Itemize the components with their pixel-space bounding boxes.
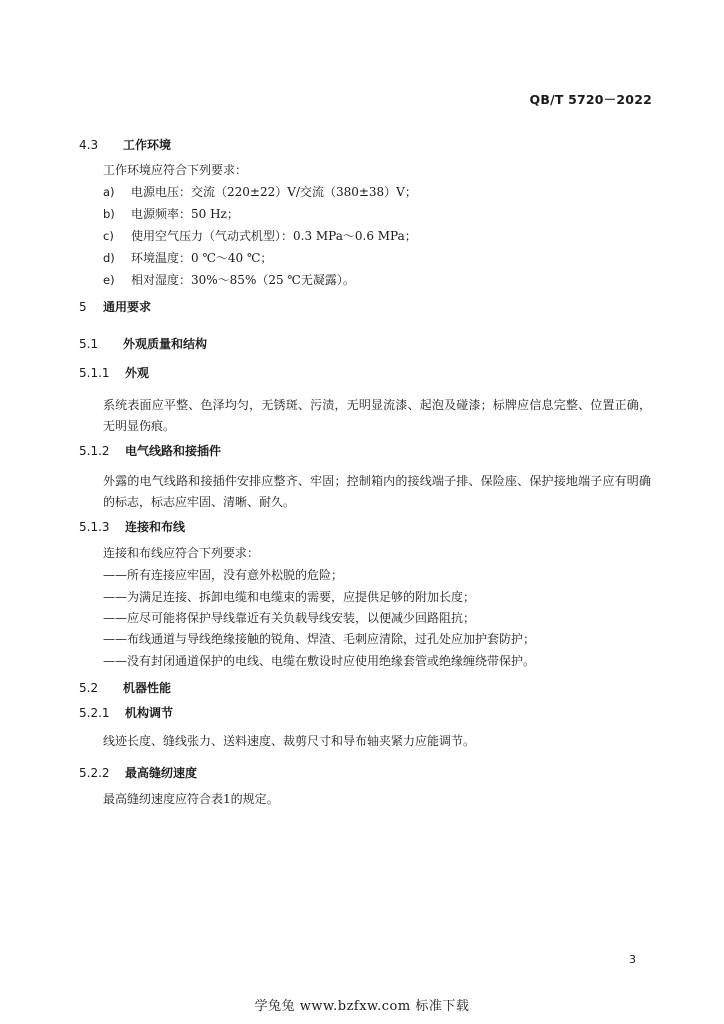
section-4-3-heading <box>79 136 171 153</box>
section-number: 5.1.3 <box>79 520 110 534</box>
section-5-2-1-text: 线迹长度、缝线张力、送料速度、裁剪尺寸和导布轴夹紧力应能调节。 <box>103 734 476 748</box>
section-title: 外观 <box>125 366 150 380</box>
section-number: 5 <box>79 300 87 314</box>
section-number: 5.2 <box>79 681 99 695</box>
footer-watermark: 学兔兔 www.bzfxw.com 标准下载 <box>254 999 470 1014</box>
section-number: 5.1.2 <box>79 444 110 458</box>
section-title: 外观质量和结构 <box>123 337 208 351</box>
section-5-1-1-text: 系统表面应平整、色泽均匀，无锈斑、污渍，无明显流漆、起泡及碰漆；标牌应信息完整、位置正确，无明显伤痕。 <box>103 398 651 433</box>
standard-code: QB/T 5720－2022 <box>529 92 652 107</box>
section-5-2-1-heading <box>79 704 173 721</box>
section-5-1-2-text: 外露的电气线路和接插件安排应整齐、牢固；控制箱内的接线端子排、保险座、保护接地端子应有明确的标志，标志应牢固、清晰、耐久。 <box>103 474 651 509</box>
section-title: 机构调节 <box>125 706 174 720</box>
section-number: 5.2.1 <box>79 706 110 720</box>
section-5-2-2-text: 最高缝纫速度应符合表1的规定。 <box>103 792 279 806</box>
section-number: 4.3 <box>79 138 99 152</box>
section-title: 电气线路和接插件 <box>125 444 222 458</box>
list-item: e) 相对湿度：30%～85%（25 ℃无凝露）。 <box>103 273 355 287</box>
dash-list-item: ——所有连接应牢固，没有意外松脱的危险； <box>103 568 344 582</box>
section-5-1-3-heading <box>79 518 185 535</box>
list-item: b) 电源频率：50 Hz； <box>103 207 239 221</box>
dash-list-item: ——没有封闭通道保护的电线、电缆在敷设时应使用绝缘套管或绝缘缠绕带保护。 <box>103 654 536 668</box>
section-5-1-2-heading <box>79 442 221 459</box>
section-5-1-1-heading <box>79 364 149 381</box>
section-title: 最高缝纫速度 <box>125 766 198 780</box>
section-title: 机器性能 <box>123 681 172 695</box>
section-title: 连接和布线 <box>125 520 186 534</box>
section-title: 工作环境 <box>123 138 172 152</box>
list-item: d) 环境温度：0 ℃～40 ℃； <box>103 251 273 265</box>
section-5-2-heading <box>79 679 171 696</box>
section-5-1-heading <box>79 335 207 352</box>
section-title: 通用要求 <box>103 300 152 314</box>
dash-list-item: ——应尽可能将保护导线靠近有关负载导线安装，以便减少回路阻抗； <box>103 611 476 625</box>
page-number: 3 <box>629 953 636 966</box>
section-5-2-2-heading <box>79 764 197 781</box>
list-item: c) 使用空气压力（气动式机型）：0.3 MPa～0.6 MPa； <box>103 229 417 243</box>
dash-list-item: ——布线通道与导线绝缘接触的锐角、焊渣、毛刺应清除，过孔处应加护套防护； <box>103 632 536 646</box>
section-5-1-3-intro: 连接和布线应符合下列要求： <box>103 546 260 560</box>
section-5-heading <box>79 298 151 315</box>
list-item: a) 电源电压：交流（220±22）V/交流（380±38）V； <box>103 185 417 199</box>
section-number: 5.2.2 <box>79 766 110 780</box>
section-4-3-intro: 工作环境应符合下列要求： <box>103 163 248 177</box>
section-number: 5.1 <box>79 337 99 351</box>
section-number: 5.1.1 <box>79 366 110 380</box>
dash-list-item: ——为满足连接、拆卸电缆和电缆束的需要，应提供足够的附加长度； <box>103 590 476 604</box>
